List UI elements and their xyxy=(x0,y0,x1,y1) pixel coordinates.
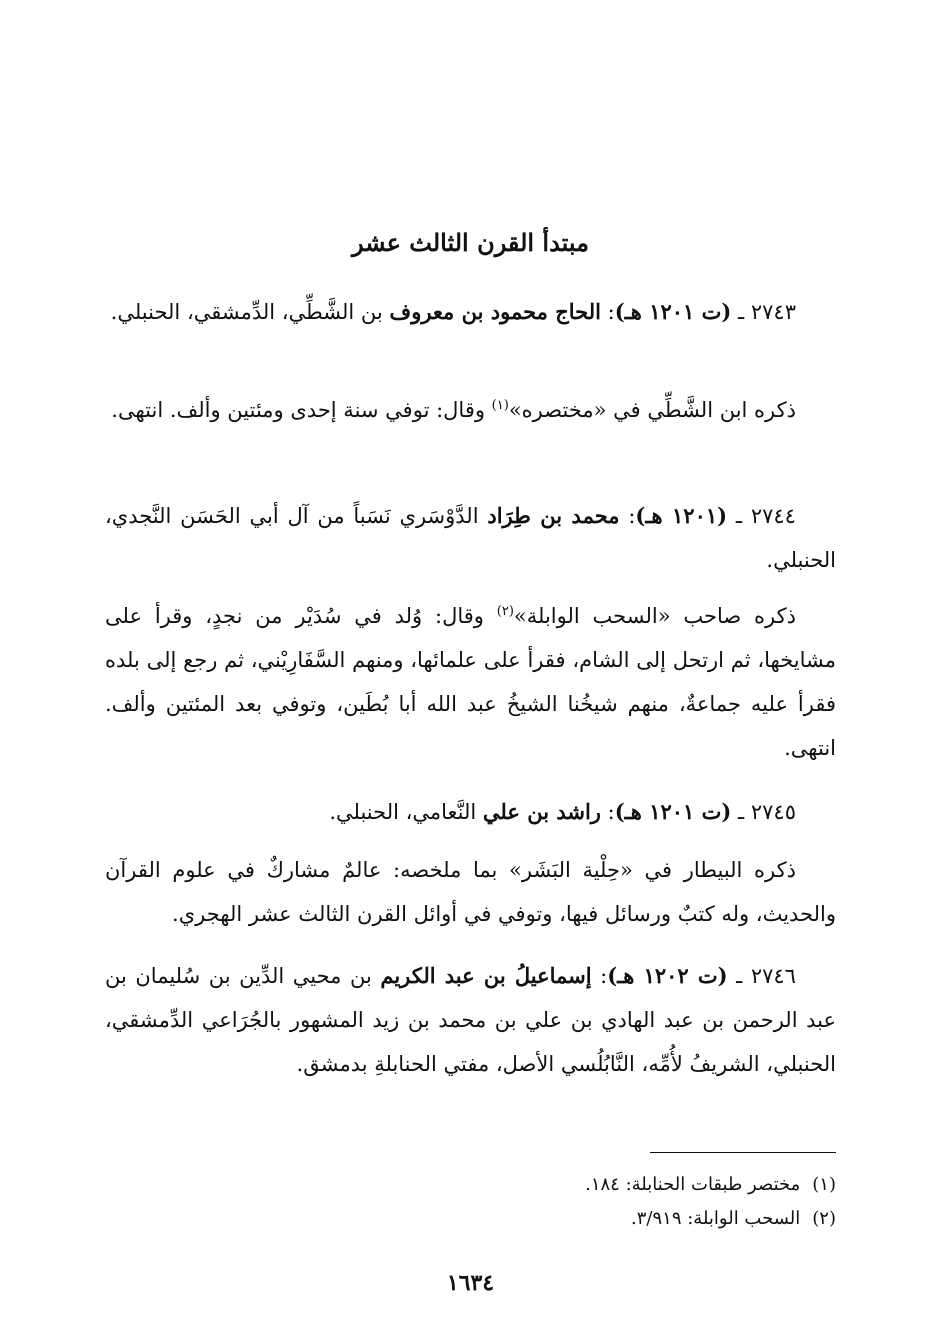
entry-name: إسماعيلُ بن عبد الكريم xyxy=(380,963,592,988)
entry-2746 xyxy=(105,954,836,1086)
entry-separator: : xyxy=(600,300,615,324)
footnote-1 xyxy=(105,1172,836,1198)
entry-number: ٢٧٤٦ ـ xyxy=(727,964,796,988)
entry-separator: : xyxy=(591,964,608,988)
footnote-reference-1: (١) xyxy=(491,398,509,413)
footnote-reference-2: (٢) xyxy=(496,604,514,619)
footnote-text: السحب الوابلة: ٣/٩١٩. xyxy=(631,1208,801,1229)
paragraph-text-end: وقال: وُلد في سُدَيْر من نجدٍ، وقرأ على مشايخها، ثم ارتحل إلى الشام، فقرأ على علمائها، ومنهم السَّفَارِيْني، ثم رجع إلى بلده فقرأ عليه جماعةٌ، منهم شيخُنا الشيخُ عبد الله أبا بُطَين، وتوفي بعد المئتين وألف. انتهى. xyxy=(105,604,836,760)
footnote-marker: (٢) xyxy=(812,1208,836,1229)
paragraph-text-start: ذكره صاحب «السحب الوابلة» xyxy=(513,604,796,628)
entry-date: (ت ١٢٠١ هـ) xyxy=(614,299,732,324)
entry-date: (ت ١٢٠١ هـ) xyxy=(614,799,732,824)
entry-name: الحاج محمود بن معروف xyxy=(389,299,601,324)
page-number: ١٦٣٤ xyxy=(446,1270,495,1296)
entry-date: (١٢٠١ هـ) xyxy=(635,503,728,528)
entry-2744 xyxy=(105,494,836,582)
entry-separator: : xyxy=(619,504,636,528)
footnote-2 xyxy=(105,1206,836,1232)
paragraph-text-start: ذكره ابن الشَّطِّي في «مختصره» xyxy=(508,398,796,422)
entry-number: ٢٧٤٣ ـ xyxy=(731,300,796,324)
footnote-text: مختصر طبقات الحنابلة: ١٨٤. xyxy=(585,1174,801,1195)
entry-2745-paragraph: ذكره البيطار في «حِلْية البَشَر» بما ملخصه: عالمٌ مشاركٌ في علوم القرآن والحديث، وله كتبٌ ورسائل فيها، وتوفي في أوائل القرن الثالث عشر الهجري. xyxy=(105,858,836,926)
entry-2743-paragraph xyxy=(105,388,836,432)
entry-details: النَّعامي، الحنبلي. xyxy=(329,800,483,824)
entry-2745 xyxy=(105,790,836,834)
entry-number: ٢٧٤٥ ـ xyxy=(731,800,796,824)
section-heading: مبتدأ القرن الثالث عشر xyxy=(351,228,590,257)
entry-name: راشد بن علي xyxy=(482,799,601,824)
entry-separator: : xyxy=(600,800,615,824)
entry-number: ٢٧٤٤ ـ xyxy=(727,504,796,528)
entry-2743 xyxy=(105,290,836,334)
entry-2744-paragraph xyxy=(105,594,836,770)
entry-name: محمد بن طِرَاد xyxy=(487,503,620,528)
entry-date: (ت ١٢٠٢ هـ) xyxy=(607,963,728,988)
entry-details: بن الشَّطِّي، الدِّمشقي، الحنبلي. xyxy=(110,300,390,324)
footnote-marker: (١) xyxy=(812,1174,836,1195)
paragraph-text-end: وقال: توفي سنة إحدى ومئتين وألف. انتهى. xyxy=(111,398,492,422)
entry-details: الدَّوْسَري نَسَباً من آل أبي الحَسَن النَّجدي، الحنبلي. xyxy=(105,504,836,572)
entry-details: بن محيي الدِّين بن سُليمان بن عبد الرحمن بن عبد الهادي بن علي بن محمد بن زيد المشهور بالجُرَاعي الدِّمشقي، الحنبلي، الشريفُ لأُمِّه، النَّابُلُسي الأصل، مفتي الحنابلةِ بدمشق. xyxy=(105,964,836,1076)
footnote-divider xyxy=(650,1152,836,1153)
